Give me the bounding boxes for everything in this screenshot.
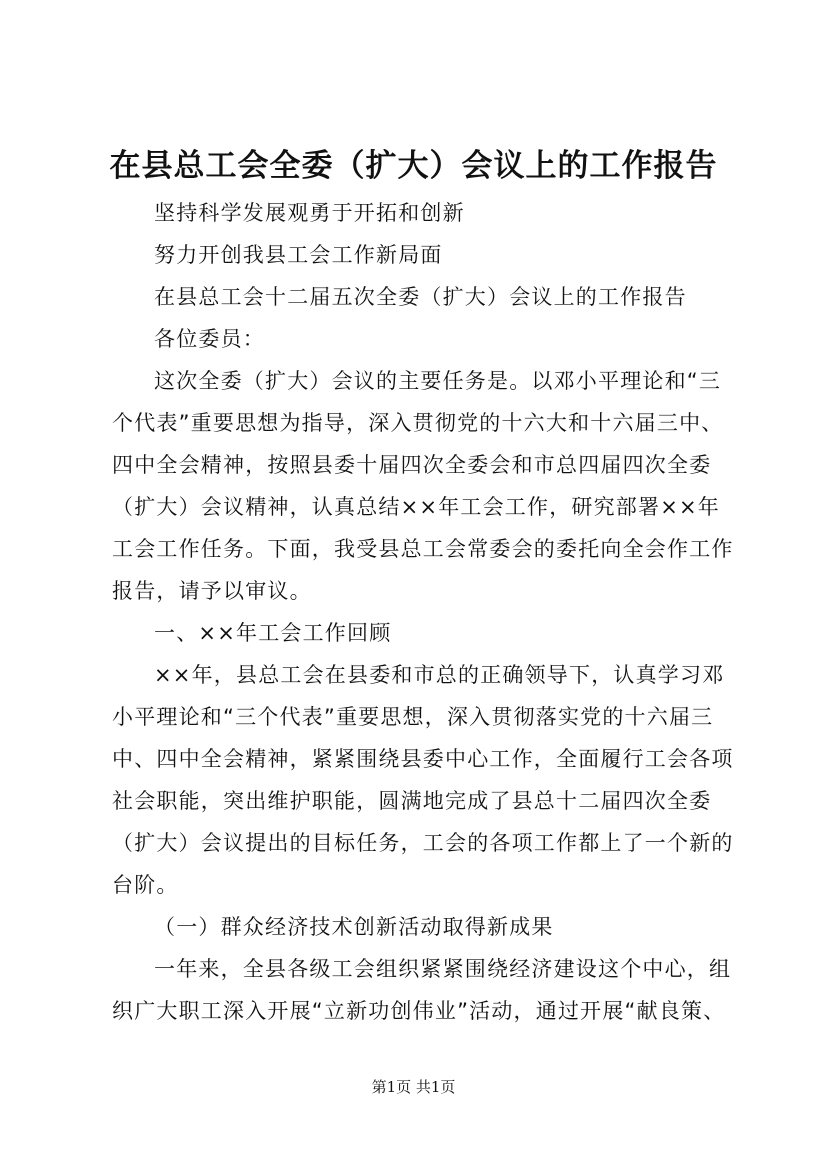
paragraph-line: 四中全会精神，按照县委十届四次全委会和市总四届四次全委 [112, 453, 712, 477]
paragraph-line: 一年来，全县各级工会组织紧紧围绕经济建设这个中心，组 [154, 957, 732, 981]
document-title: 在县总工会全委（扩大）会议上的工作报告 [109, 148, 718, 184]
subtitle-line-1: 坚持科学发展观勇于开拓和创新 [154, 201, 465, 225]
paragraph-line: 个代表”重要思想为指导，深入贯彻党的十六大和十六届三中、 [112, 411, 724, 435]
paragraph-line: 这次全委（扩大）会议的主要任务是。以邓小平理论和“三 [154, 369, 722, 393]
subtitle-line-3: 在县总工会十二届五次全委（扩大）会议上的工作报告 [154, 285, 687, 309]
paragraph-line: 报告，请予以审议。 [112, 579, 312, 603]
paragraph-line: （扩大）会议精神，认真总结××年工会工作，研究部署××年 [112, 495, 720, 519]
paragraph-line: ××年，县总工会在县委和市总的正确领导下，认真学习邓 [154, 663, 725, 687]
subsection-heading: （一）群众经济技术创新活动取得新成果 [154, 915, 554, 939]
paragraph-line: 社会职能，突出维护职能，圆满地完成了县总十二届四次全委 [112, 789, 712, 813]
paragraph-line: 小平理论和“三个代表”重要思想，深入贯彻落实党的十六届三 [112, 705, 714, 729]
paragraph-line: （扩大）会议提出的目标任务，工会的各项工作都上了一个新的 [112, 831, 734, 855]
subtitle-line-2: 努力开创我县工会工作新局面 [154, 243, 443, 267]
paragraph-line: 工会工作任务。下面，我受县总工会常委会的委托向全会作工作 [112, 537, 734, 561]
paragraph-line: 台阶。 [112, 873, 179, 897]
paragraph-line: 中、四中全会精神，紧紧围绕县委中心工作，全面履行工会各项 [112, 747, 734, 771]
section-heading: 一、××年工会工作回顾 [154, 621, 392, 645]
page-footer: 第1页 共1页 [371, 1078, 456, 1096]
paragraph-line: 织广大职工深入开展“立新功创伟业”活动，通过开展“献良策、 [112, 999, 726, 1023]
salutation: 各位委员： [154, 327, 265, 351]
